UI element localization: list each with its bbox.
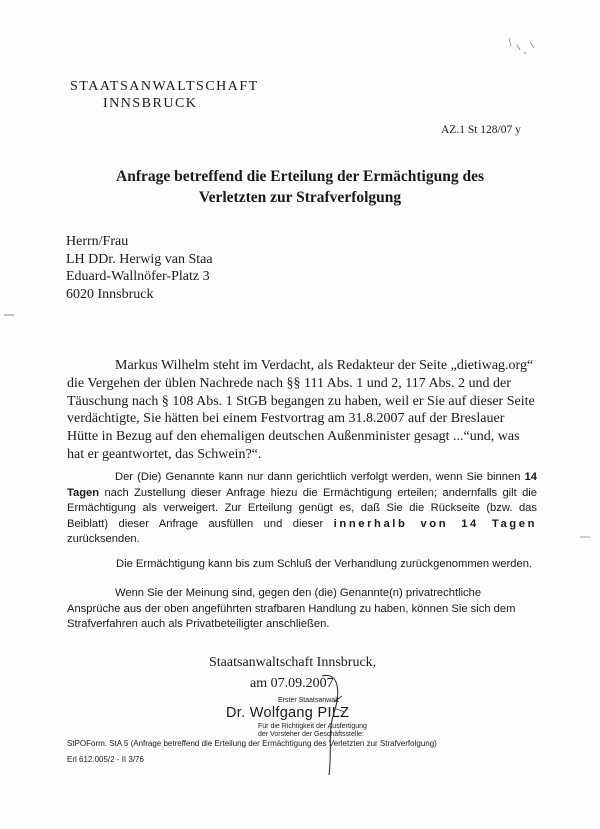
title-line-2: Verletzten zur Strafverfolgung bbox=[198, 189, 402, 206]
deadline-bold-1: 14 Tagen bbox=[67, 471, 537, 499]
paragraph-revocation: Die Ermächtigung kann bis zum Schluß der Verhandlung zurückgenommen werden. bbox=[116, 558, 533, 570]
title-line-1: Anfrage betreffend die Erteilung der Ermächtigung des bbox=[116, 168, 484, 185]
deadline-text-1: Der (Die) Genannte kann nur dann gerichtlich verfolgt werden, wenn Sie binnen bbox=[115, 471, 521, 483]
address-street: Eduard-Wallnöfer-Platz 3 bbox=[66, 269, 210, 284]
signature-name: Dr. Wolfgang PILZ bbox=[226, 705, 350, 721]
reference-number: AZ.1 St 128/07 y bbox=[441, 124, 521, 136]
authority-line-2: INNSBRUCK bbox=[103, 96, 198, 111]
private-party-text: Wenn Sie der Meinung sind, gegen den (die) Genannte(n) privatrechtliche Ansprüche aus der oben angeführten strafbaren Handlung zu haben, können Sie sich dem Strafverfahren auch als Privatbeteiligter anschließen. bbox=[67, 587, 516, 631]
form-footer-line: StPOForm. StA 5 (Anfrage betreffend die Erteilung der Ermächtigung des Verletzten zur Strafverfolgung) bbox=[67, 739, 437, 748]
signature-note-1: Für die Richtigkeit der Ausfertigung bbox=[258, 723, 367, 730]
deadline-bold-2: innerhalb von 14 Tagen bbox=[333, 517, 537, 530]
signature-date: am 07.09.2007 bbox=[250, 676, 334, 691]
signature-note-2: der Vorsteher der Geschäftsstelle: bbox=[258, 731, 364, 738]
address-salutation: Herrn/Frau bbox=[66, 234, 129, 249]
scan-speck bbox=[509, 38, 534, 54]
paragraph-suspicion-text: Markus Wilhelm steht im Verdacht, als Redakteur der Seite „dietiwag.org“ die Vergehen der üblen Nachrede nach §§ 111 Abs. 1 und 2, 117 Abs. 2 und der Täuschung nach § 108 Abs. 1 StGB begangen zu haben, weil er Sie auf dieser Seite verdächtigte, Sie hätten bei einem Festvortrag am 31.8.2007 auf der Breslauer Hütte in Bezug auf den ehemaligen deutschen Außenminister gesagt ...“und, was hat er geantwortet, das Schwein?“. bbox=[67, 358, 535, 462]
address-name: LH DDr. Herwig van Staa bbox=[66, 251, 213, 267]
address-city: 6020 Innsbruck bbox=[66, 286, 154, 302]
signature-authority: Staatsanwaltschaft Innsbruck, bbox=[209, 655, 377, 670]
deadline-text-2: nach Zustellung dieser Anfrage hiezu die Ermächtigung erteilen; andernfalls gilt die Ermächtigung als verweigert. Zur Erteilung genügt es, daß Sie die Rückseite (bzw. das Beiblatt) dieser Anfrage ausfüllen und dieser bbox=[67, 486, 537, 530]
signature-flourish bbox=[334, 696, 345, 712]
form-reference: Erl 612.005/2 - II 3/76 bbox=[67, 755, 144, 764]
signature-stamp-title: Erster Staatsanwalt bbox=[278, 697, 339, 704]
authority-line-1: STAATSANWALTSCHAFT bbox=[70, 79, 259, 94]
signature-stroke bbox=[322, 675, 338, 775]
deadline-text-3: zurücksenden. bbox=[67, 533, 140, 546]
